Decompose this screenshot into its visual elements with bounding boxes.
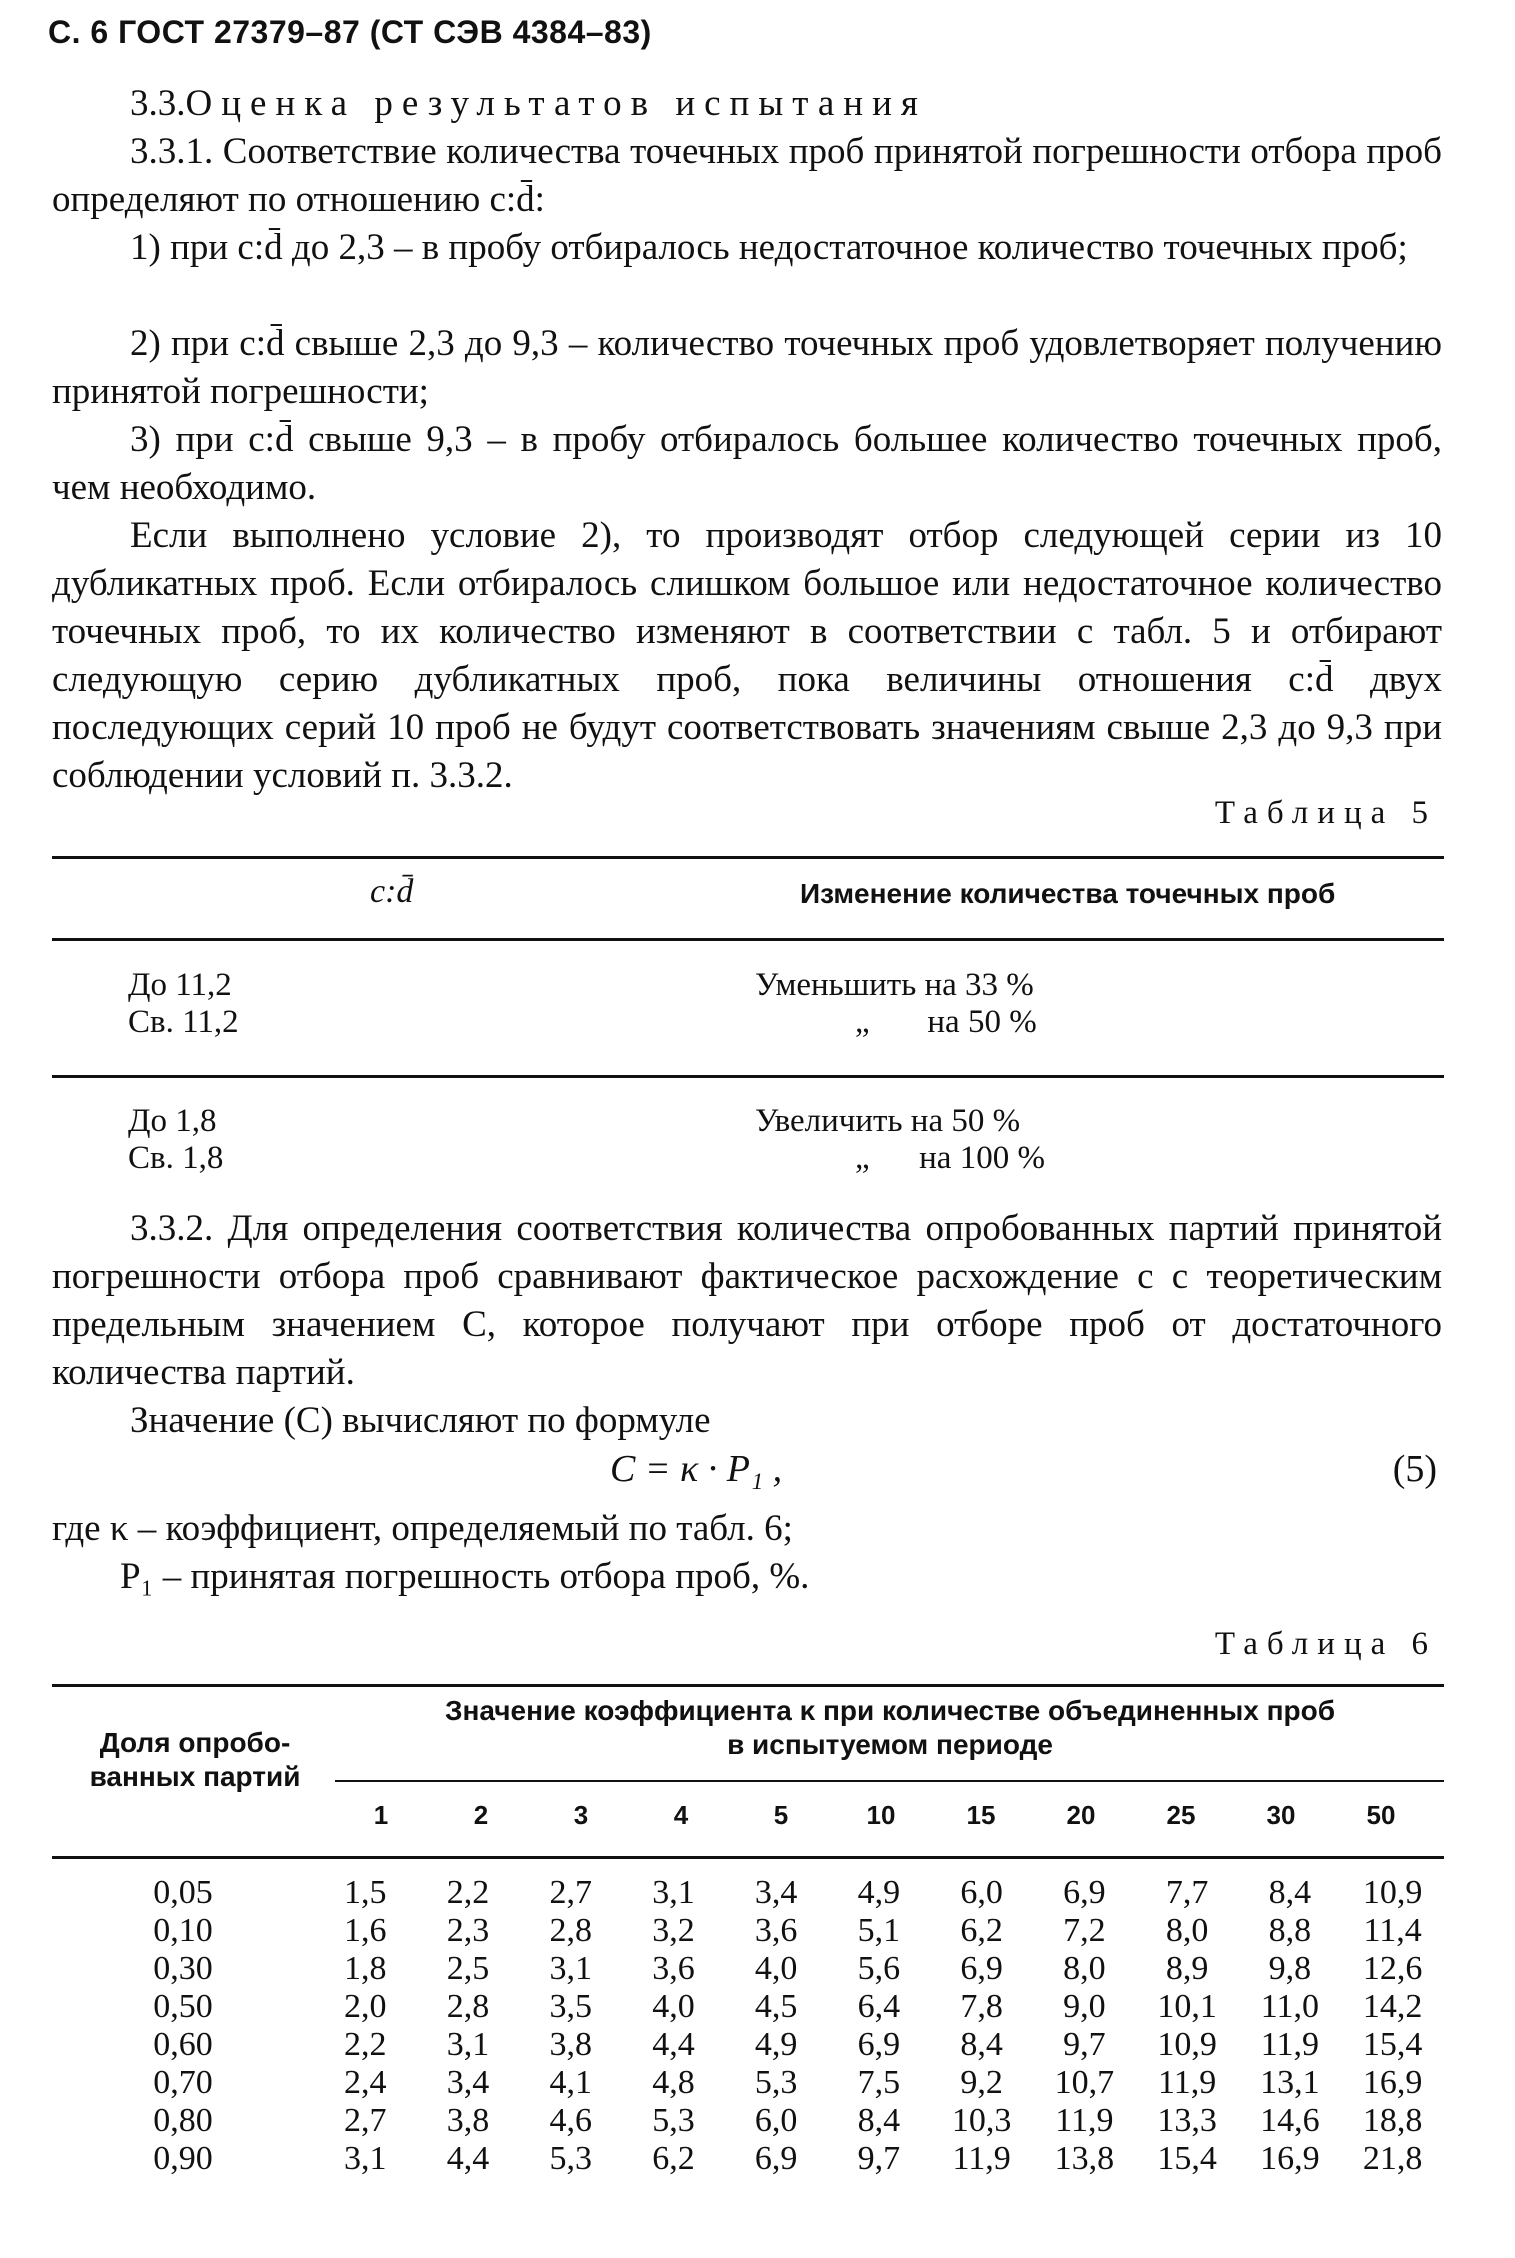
table6-value-cell: 6,9 [1063, 1874, 1106, 1911]
table6-value-cell: 9,7 [857, 2140, 901, 2177]
table5-col1-header: c:d̄ [370, 873, 414, 910]
table5-header-rule [52, 938, 1444, 941]
table6-col-header: 4 [673, 1800, 689, 1830]
table6-value-cell: 4,8 [652, 2064, 695, 2101]
section-heading [52, 80, 1442, 128]
table6-value-cell: 3,4 [446, 2064, 490, 2101]
table5-ratio-cell: Св. 1,8 [128, 1140, 224, 1176]
table6-value-cell: 8,9 [1165, 1950, 1209, 1987]
table6-value-cell: 7,2 [1063, 1912, 1106, 1949]
table6-value-cell: 21,8 [1362, 2140, 1423, 2177]
table6-value-cell: 4,9 [857, 1874, 901, 1911]
table6-value-cell: 9,7 [1063, 2026, 1106, 2063]
table6-col-header: 20 [1066, 1800, 1096, 1830]
table5-ratio-cell: Св. 11,2 [128, 1004, 239, 1040]
table5-ratio-cell: До 11,2 [128, 967, 232, 1003]
table6-value-cell: 13,3 [1157, 2102, 1217, 2139]
paragraph-3-3-2: 3.3.2. Для определения соответствия количества опробованных партий принятой погрешности отбора проб сравнивают фактическое расхождение c с теоретическим предельным значением C, которое получают при отборе проб от достаточного количества партий. [52, 1208, 1442, 1393]
table-row [52, 2064, 1444, 2102]
table6-share-cell: 0,05 [153, 1874, 213, 1911]
paragraph-item-1: 1) при c:d̄ до 2,3 – в пробу отбиралось недостаточное количество точечных проб; [130, 227, 1408, 268]
table6-value-cell: 10,9 [1157, 2026, 1217, 2063]
table6-value-cell: 12,6 [1362, 1950, 1423, 1987]
table6-value-cell: 5,6 [857, 1950, 901, 1987]
table6-value-cell: 11,4 [1363, 1912, 1422, 1949]
table6-value-cell: 2,0 [343, 1988, 387, 2025]
table6-title: Таблица 6 [1214, 1626, 1437, 1662]
table6-value-cell: 8,4 [960, 2026, 1003, 2063]
table6-value-cell: 4,0 [754, 1950, 798, 1987]
table5-top-rule [52, 856, 1444, 859]
formula-5: C = κ · P₁ , [610, 1448, 783, 1490]
table6-value-cell: 8,0 [1063, 1950, 1106, 1987]
table-row [52, 2026, 1444, 2064]
table5-ratio-cell: До 1,8 [128, 1103, 217, 1139]
table6-value-cell: 15,4 [1157, 2140, 1217, 2177]
table-row [52, 2102, 1444, 2140]
table6-share-cell: 0,90 [153, 2140, 213, 2177]
paragraph-formula-intro: Значение (C) вычисляют по формуле [130, 1400, 711, 1441]
table6-value-cell: 9,0 [1063, 1988, 1106, 2025]
table6-value-cell: 4,5 [754, 1988, 798, 2025]
table6-share-cell: 0,50 [153, 1988, 213, 2025]
table6-value-cell: 5,3 [652, 2102, 695, 2139]
table6-body [52, 1874, 1444, 2178]
table6-value-cell: 14,2 [1362, 1988, 1423, 2025]
table6-share-cell: 0,30 [153, 1950, 213, 1987]
table6-share-cell: 0,10 [153, 1912, 213, 1949]
table6-group-header: Значение коэффициента κ при количестве объединенных проб в испытуемом периоде [444, 1695, 1336, 1760]
table-row [52, 2140, 1444, 2178]
table6-value-cell: 11,9 [1157, 2064, 1217, 2101]
table6-value-cell: 4,1 [549, 2064, 592, 2101]
paragraph-item-2: 2) при c:d̄ свыше 2,3 до 9,3 – количество точечных проб удовлетворяет получению принятой погрешности; [52, 323, 1442, 412]
paragraph-3-3-1: 3.3.1. Соответствие количества точечных проб принятой погрешности отбора проб определяют по отношению c:d̄: [52, 131, 1442, 220]
table6-value-cell: 3,1 [652, 1874, 695, 1911]
table6-value-cell: 6,0 [960, 1874, 1003, 1911]
table6-value-cell: 15,4 [1362, 2026, 1423, 2063]
table6-value-cell: 10,1 [1157, 1988, 1217, 2025]
table6-value-cell: 11,9 [952, 2140, 1011, 2177]
formula-number: (5) [1392, 1448, 1437, 1490]
table6-value-cell: 6,2 [960, 1912, 1003, 1949]
table6-value-cell: 2,3 [446, 1912, 490, 1949]
table-row [52, 1874, 1444, 1912]
table6-value-cell: 8,4 [1268, 1874, 1312, 1911]
table5-group-rule [52, 1075, 1444, 1078]
paragraph-condition: Если выполнено условие 2), то производят отбор следующей серии из 10 дубликатных проб. Если отбиралось слишком большое или недостаточное количество точечных проб, то их количество изменяют в соответствии с табл. 5 и отбирают следующую серию дубликатных проб, пока величины отношения c:d̄ двух последующих серий 10 проб не будут соответствовать значениям свыше 2,3 до 9,3 при соблюдении условий п. 3.3.2. [52, 515, 1442, 796]
table6-row-header: Доля опробо- ванных партий [89, 1727, 301, 1792]
table6-value-cell: 8,4 [857, 2102, 901, 2139]
table6-value-cell: 11,0 [1260, 1988, 1319, 2025]
table6-value-cell: 4,0 [652, 1988, 695, 2025]
table6-value-cell: 2,7 [343, 2102, 387, 2139]
table6-share-cell: 0,60 [153, 2026, 213, 2063]
table6-value-cell: 2,5 [446, 1950, 490, 1987]
table6-header-rule [52, 1856, 1444, 1859]
table6-value-cell: 6,9 [754, 2140, 798, 2177]
table6-value-cell: 3,5 [549, 1988, 592, 2025]
table-row [52, 1950, 1444, 1988]
table6-value-cell: 10,3 [951, 2102, 1012, 2139]
table5-change-cell: „ на 50 % [855, 1004, 1037, 1040]
table6-value-cell: 7,5 [857, 2064, 901, 2101]
table6-value-cell: 3,8 [446, 2102, 490, 2139]
table6-value-cell: 2,2 [446, 1874, 490, 1911]
table6-value-cell: 8,8 [1268, 1912, 1312, 1949]
table6-value-cell: 2,8 [549, 1912, 592, 1949]
section-number: 3.3. [130, 83, 186, 124]
table6-value-cell: 7,7 [1165, 1874, 1209, 1911]
table6-value-cell: 2,4 [343, 2064, 387, 2101]
page-header: С. 6 ГОСТ 27379–87 (СТ СЭВ 4384–83) [48, 14, 652, 50]
table6-value-cell: 11,9 [1260, 2026, 1319, 2063]
table6-value-cell: 10,9 [1362, 1874, 1423, 1911]
table5-col2-header: Изменение количества точечных проб [800, 878, 1336, 909]
table6-value-cell: 4,9 [754, 2026, 798, 2063]
paragraph-where-p1: P₁ – принятая погрешность отбора проб, %. [120, 1556, 810, 1597]
table6-value-cell: 10,7 [1054, 2064, 1115, 2101]
table6-col-header: 15 [966, 1800, 996, 1830]
table6-value-cell: 6,4 [857, 1988, 901, 2025]
table6-subheader-rule [335, 1780, 1444, 1782]
table6-value-cell: 18,8 [1362, 2102, 1423, 2139]
table6-top-rule [52, 1684, 1444, 1687]
table6-value-cell: 2,2 [343, 2026, 387, 2063]
table6-value-cell: 4,6 [549, 2102, 592, 2139]
table6-value-cell: 3,1 [343, 2140, 387, 2177]
table6-value-cell: 4,4 [652, 2026, 695, 2063]
table6-col-header: 10 [866, 1800, 896, 1830]
table6-value-cell: 6,2 [652, 2140, 695, 2177]
section-title: Оценка результатов испытания [185, 83, 927, 124]
table5-change-cell: Уменьшить на 33 % [755, 967, 1034, 1003]
table6-value-cell: 13,1 [1260, 2064, 1320, 2101]
table6-value-cell: 3,6 [754, 1912, 798, 1949]
table6-value-cell: 5,1 [857, 1912, 901, 1949]
table5-change-cell: Увеличить на 50 % [755, 1103, 1021, 1139]
table6-value-cell: 8,0 [1165, 1912, 1209, 1949]
table6-value-cell: 1,8 [343, 1950, 387, 1987]
paragraph-item-3: 3) при c:d̄ свыше 9,3 – в пробу отбиралось большее количество точечных проб, чем необходимо. [52, 419, 1442, 508]
table6-value-cell: 6,9 [960, 1950, 1003, 1987]
table6-col-header: 30 [1266, 1800, 1296, 1830]
table5-change-cell: „ на 100 % [855, 1140, 1045, 1176]
table6-value-cell: 1,5 [343, 1874, 387, 1911]
table6-value-cell: 5,3 [754, 2064, 798, 2101]
table6-value-cell: 7,8 [960, 1988, 1003, 2025]
table6-col-header: 25 [1166, 1800, 1196, 1830]
table6-value-cell: 14,6 [1260, 2102, 1320, 2139]
table-row [52, 1912, 1444, 1950]
table6-value-cell: 6,9 [857, 2026, 901, 2063]
table6-value-cell: 2,7 [549, 1874, 592, 1911]
table6-col-header: 50 [1366, 1800, 1396, 1830]
table6-value-cell: 16,9 [1362, 2064, 1423, 2101]
table6-value-cell: 3,8 [549, 2026, 592, 2063]
table6-value-cell: 3,6 [652, 1950, 695, 1987]
table6-value-cell: 9,8 [1268, 1950, 1312, 1987]
table6-value-cell: 4,4 [446, 2140, 490, 2177]
table6-value-cell: 1,6 [343, 1912, 387, 1949]
table6-col-header: 3 [573, 1800, 589, 1830]
table5-title: Таблица 5 [1214, 795, 1437, 831]
table6-col-header: 2 [473, 1800, 489, 1830]
table6-value-cell: 3,1 [549, 1950, 592, 1987]
table6-share-cell: 0,80 [153, 2102, 213, 2139]
table6-share-cell: 0,70 [153, 2064, 213, 2101]
table6-value-cell: 9,2 [960, 2064, 1003, 2101]
table6-value-cell: 3,4 [754, 1874, 798, 1911]
table6-value-cell: 3,1 [446, 2026, 490, 2063]
table6-value-cell: 3,2 [652, 1912, 695, 1949]
paragraph-where-k: где κ – коэффициент, определяемый по табл. 6; [52, 1508, 793, 1549]
table6-value-cell: 5,3 [549, 2140, 592, 2177]
table6-value-cell: 13,8 [1054, 2140, 1115, 2177]
table6-value-cell: 16,9 [1260, 2140, 1320, 2177]
table6-col-header: 5 [773, 1800, 789, 1830]
table-row [52, 1988, 1444, 2026]
table6-value-cell: 6,0 [754, 2102, 798, 2139]
table6-value-cell: 11,9 [1055, 2102, 1114, 2139]
table6-value-cell: 2,8 [446, 1988, 490, 2025]
table6-col-header: 1 [373, 1800, 389, 1830]
